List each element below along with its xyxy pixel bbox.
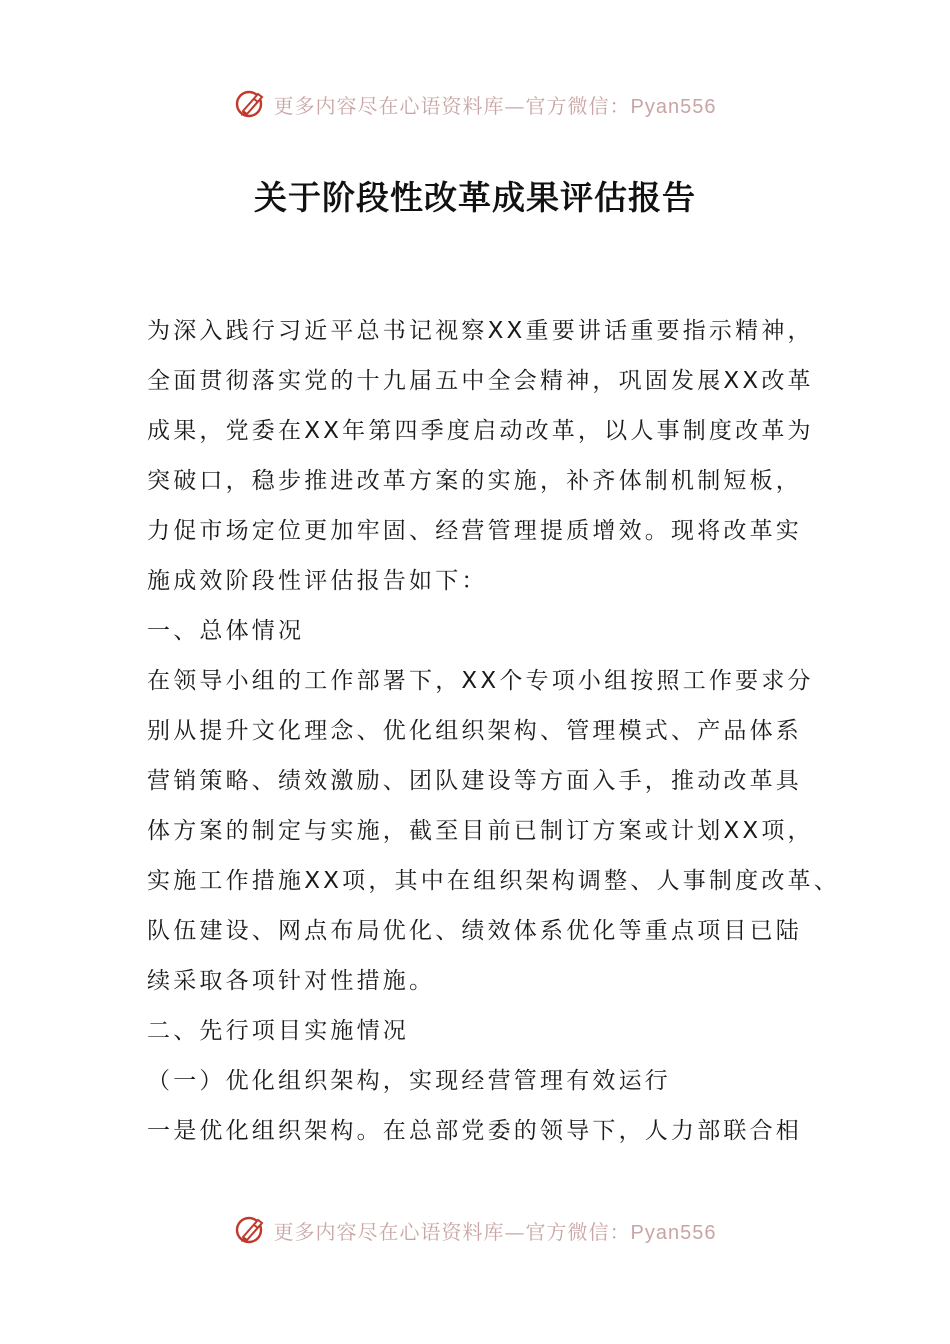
watermark-text: 更多内容尽在心语资料库—官方微信：Pyan556: [273, 93, 717, 118]
body-line: 施成效阶段性评估报告如下：: [147, 568, 488, 594]
body-line: 续采取各项针对性措施。: [147, 968, 436, 994]
body-line: 成果，党委在XX年第四季度启动改革，以人事制度改革为: [147, 418, 814, 444]
pen-logo-icon: [234, 87, 268, 121]
body-line: 全面贯彻落实党的十九届五中全会精神，巩固发展XX改革: [147, 368, 814, 394]
watermark-text: 更多内容尽在心语资料库—官方微信：Pyan556: [273, 1219, 717, 1244]
watermark-footer: [0, 1210, 950, 1250]
body-line: 体方案的制定与实施，截至目前已制订方案或计划XX项，: [147, 818, 814, 844]
section-heading: 一、总体情况: [147, 618, 305, 644]
body-line: 营销策略、绩效激励、团队建设等方面入手，推动改革具: [147, 768, 802, 794]
body-line: 别从提升文化理念、优化组织架构、管理模式、产品体系: [147, 718, 802, 744]
body-line: 一是优化组织架构。在总部党委的领导下，人力部联合相: [147, 1118, 802, 1144]
body-line: 队伍建设、网点布局优化、绩效体系优化等重点项目已陆: [147, 918, 802, 944]
document-title: 关于阶段性改革成果评估报告: [254, 178, 696, 217]
subsection-heading: （一）优化组织架构，实现经营管理有效运行: [147, 1068, 671, 1094]
section-heading: 二、先行项目实施情况: [147, 1018, 409, 1044]
body-line: 实施工作措施XX项，其中在组织架构调整、人事制度改革、: [147, 868, 840, 894]
body-line: 为深入践行习近平总书记视察XX重要讲话重要指示精神，: [147, 318, 814, 344]
document-body: [147, 306, 840, 1156]
pen-logo-icon: [234, 1213, 268, 1247]
body-line: 力促市场定位更加牢固、经营管理提质增效。现将改革实: [147, 518, 802, 544]
watermark-header: [0, 84, 950, 124]
body-line: 在领导小组的工作部署下，XX个专项小组按照工作要求分: [147, 668, 814, 694]
body-line: 突破口，稳步推进改革方案的实施，补齐体制机制短板，: [147, 468, 802, 494]
